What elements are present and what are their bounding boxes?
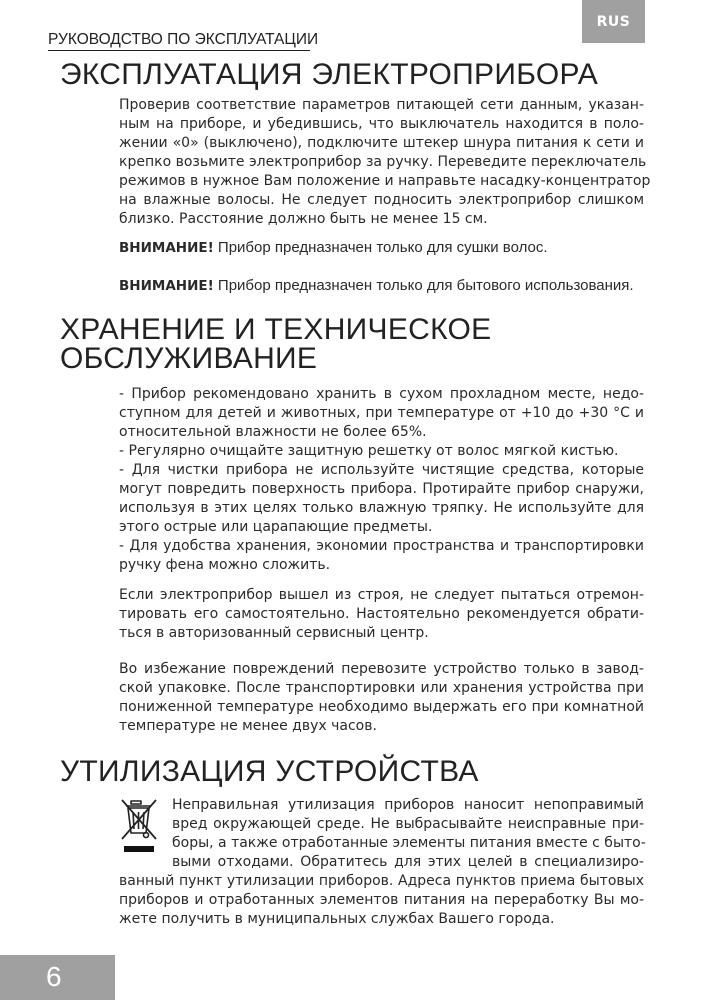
text-line: жете получить в муниципальных службах Вашего города. (119, 911, 555, 927)
text-line: боры, а также отработанные элементы питания вместе с быто- (172, 835, 646, 851)
text-line: ться в авторизованный сервисный центр. (119, 625, 429, 641)
text-line: ручку фена можно сложить. (119, 557, 331, 573)
text-line: - Для чистки прибора не используйте чистящие средства, которые (119, 462, 644, 478)
text-line: - Регулярно очищайте защитную решетку от волос мягкой кистью. (119, 443, 619, 459)
text-line: ской упаковке. После транспортировки или хранения устройства при (119, 680, 644, 696)
section-title-operation: ЭКСПЛУАТАЦИЯ ЭЛЕКТРОПРИБОРА (60, 58, 599, 91)
warning-text: Прибор предназначен только для сушки волос. (213, 239, 548, 256)
text-line: вред окружающей среде. Не выбрасывайте неисправные при- (172, 816, 644, 832)
text-line: Если электроприбор вышел из строя, не следует пытаться отремон- (119, 587, 644, 603)
warning-text: Прибор предназначен только для бытового использования. (213, 277, 634, 294)
text-line: могут повредить поверхность прибора. Протирайте прибор снаружи, (119, 481, 644, 497)
warning-label: ВНИМАНИЕ! (119, 240, 214, 256)
text-line: ным на приборе, и убедившись, что выключатель находится в поло- (119, 116, 644, 132)
running-title: РУКОВОДСТВО ПО ЭКСПЛУАТАЦИИ (48, 31, 310, 51)
storage-list (119, 385, 644, 575)
text-line: жении «0» (выключено), подключите штекер шнура питания к сети и (119, 135, 644, 151)
section-title-storage-line1: ХРАНЕНИЕ И ТЕХНИЧЕСКОЕ (60, 313, 492, 346)
text-line: Неправильная утилизация приборов наносит непоправимый (172, 797, 644, 813)
disposal-paragraph-continued (119, 872, 644, 929)
warning-label: ВНИМАНИЕ! (119, 278, 214, 294)
text-line: на влажные волосы. Не следует подносить электроприбор слишком (119, 192, 644, 208)
text-line: пониженной температуре необходимо выдержать его при комнатной (119, 699, 644, 715)
text-line: Проверив соответствие параметров питающей сети данным, указан- (119, 97, 644, 113)
text-line: температуре не менее двух часов. (119, 718, 377, 734)
text-line: тировать его самостоятельно. Настоятельно рекомендуется обрати- (119, 606, 644, 622)
warning-household-only (119, 276, 649, 296)
repair-paragraph (119, 586, 644, 643)
text-line: - Для удобства хранения, экономии пространства и транспортировки (119, 538, 644, 554)
text-line: ванный пункт утилизации приборов. Адреса пунктов приема бытовых (119, 873, 644, 889)
operation-paragraph (119, 96, 651, 229)
text-line: выми отходами. Обратитесь для этих целей в специализиро- (172, 854, 644, 870)
text-line: Во избежание повреждений перевозите устройство только в завод- (119, 661, 644, 677)
section-title-storage-line2: ОБСЛУЖИВАНИЕ (60, 342, 318, 375)
language-tab: RUS (582, 0, 645, 43)
text-line: крепко возьмите электроприбор за ручку. Переведите переключатель (119, 154, 647, 170)
text-line: близко. Расстояние должно быть не менее 15 см. (119, 211, 488, 227)
section-title-disposal: УТИЛИЗАЦИЯ УСТРОЙСТВА (60, 755, 479, 788)
text-line: приборов и отработанных элементов питания на переработку Вы мо- (119, 892, 644, 908)
text-line: относительной влажности не более 65%. (119, 424, 427, 440)
crossed-out-wheelie-bin-icon (118, 797, 160, 857)
disposal-paragraph (172, 796, 644, 872)
warning-drying-only (119, 238, 649, 258)
transport-paragraph (119, 660, 644, 736)
text-line: используя в этих целях только влажную тряпку. Не используйте для (119, 500, 644, 516)
text-line: режимов в нужное Вам положение и направьте насадку-концентратор (119, 173, 651, 189)
text-line: ступном для детей и животных, при температуре от +10 до +30 °С и (119, 405, 644, 421)
text-line: этого острые или царапающие предметы. (119, 519, 433, 535)
page-number: 6 (46, 961, 62, 992)
text-line: - Прибор рекомендовано хранить в сухом прохладном месте, недо- (119, 386, 644, 402)
